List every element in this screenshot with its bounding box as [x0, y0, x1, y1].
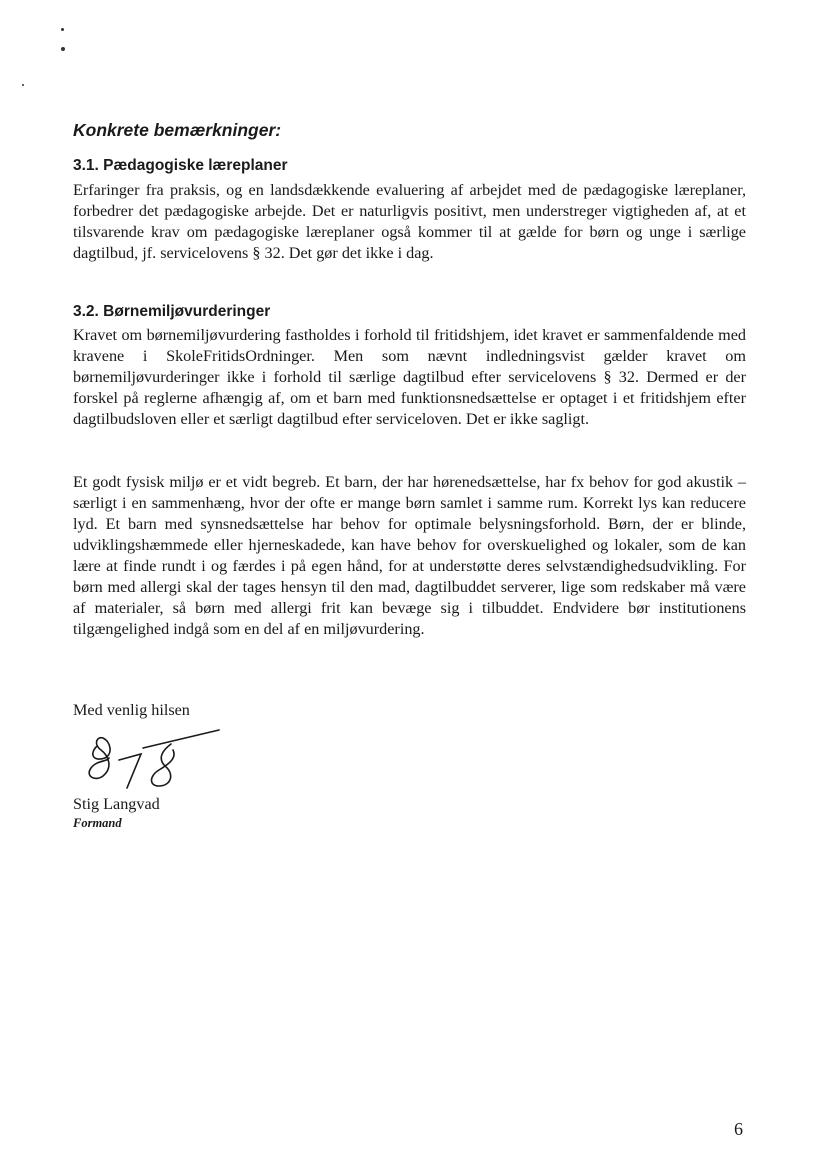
section-title-laereplaner: 3.1. Pædagogiske læreplaner	[73, 157, 288, 174]
paragraph-boernemiljoe-2: Et godt fysisk miljø er et vidt begreb. Et barn, der har hørenedsættelse, har fx behov for god akustik – særligt i en sammenhæng, hvor der ofte er mange børn samlet i samme rum. Korrekt lys kan reducere lyd. Et barn med synsnedsættelse har behov for optimale belysningsforhold. Børn, der er blinde, udviklingshæmmede eller hjerneskadede, kan have behov for overskuelighed og lokaler, som de kan lære at finde rundt i og færdes i på egen hånd, for at understøtte deres selvstændighedsudvikling. For børn med allergi skal der tages hensyn til den mad, dagtilbuddet serverer, lige som redskaber må være af materialer, så børn med allergi frit kan bevæge sig i tilbuddet. Endvidere bør institutionens tilgængelighed indgå som en del af en miljøvurdering.	[73, 473, 746, 638]
paragraph-boernemiljoe-1: Kravet om børnemiljøvurdering fastholdes i forhold til fritidshjem, idet kravet er sammenfaldende med kravene i SkoleFritidsOrdninger. Men som nævnt indledningsvist gælder kravet om børnemiljøvurderinger ikke i forhold til særlige dagtilbud efter servicelovens § 32. Dermed er der forskel på reglerne afhængig af, om et barn med funktionsnedsættelse er optaget i et fritidshjem efter dagtilbudsloven eller et særligt dagtilbud efter serviceloven. Det er ikke sagligt.	[73, 326, 746, 428]
paragraph-laereplaner: Erfaringer fra praksis, og en landsdækkende evaluering af arbejdet med de pædagogiske læreplaner, forbedrer det pædagogiske arbejde. Det er naturligvis positivt, men understreger vigtigheden af, at et tilsvarende krav om pædagogiske læreplaner også kommer til at gælde for børn og unge i særlige dagtilbud, jf. servicelovens § 32. Det gør det ikke i dag.	[73, 181, 746, 262]
page-number: 6	[734, 1119, 743, 1139]
signature-image	[83, 724, 223, 792]
scan-speck	[61, 47, 65, 51]
page-heading: Konkrete bemærkninger:	[73, 120, 282, 140]
scan-speck	[22, 84, 24, 86]
signer-title: Formand	[73, 816, 122, 830]
section-title-boernemiljoe: 3.2. Børnemiljøvurderinger	[73, 303, 271, 320]
closing-greeting: Med venlig hilsen	[73, 701, 190, 719]
signer-name: Stig Langvad	[73, 795, 160, 813]
scan-speck	[61, 28, 64, 31]
